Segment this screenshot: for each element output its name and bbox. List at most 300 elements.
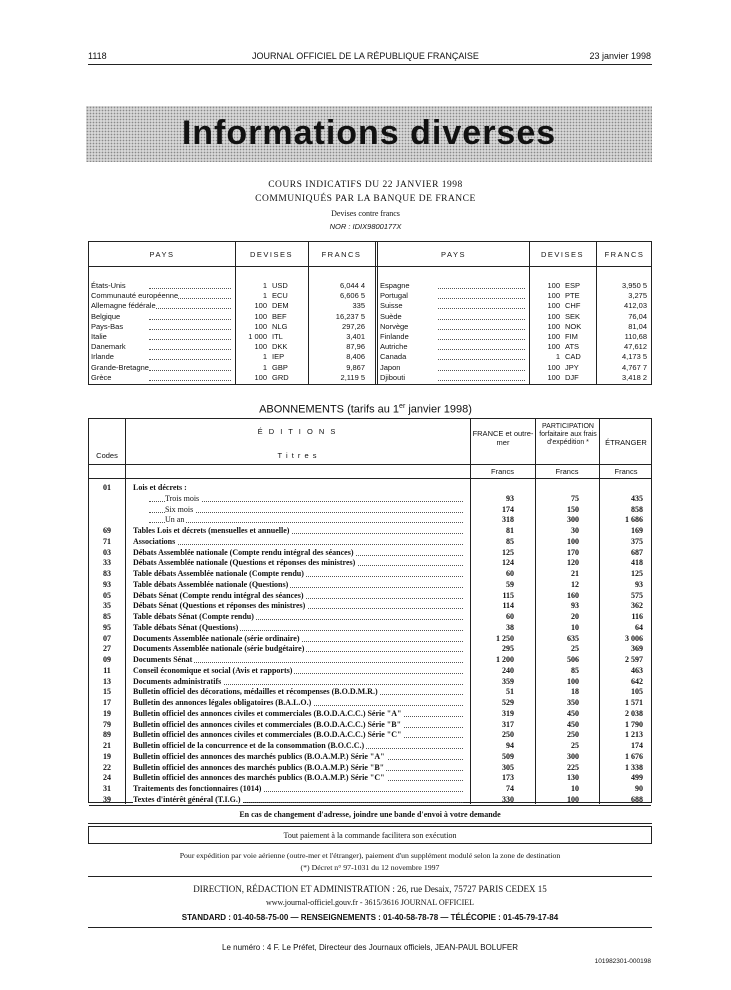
subscription-title: Bulletin officiel des annonces des marchés publics (B.O.A.M.P.) Série "A" bbox=[133, 751, 385, 761]
subscription-row bbox=[89, 677, 651, 687]
header-codes: Codes bbox=[96, 451, 118, 460]
fx-unit: 1 bbox=[532, 352, 560, 362]
price-participation: 450 bbox=[567, 719, 579, 729]
subscription-title: Débats Assemblée nationale (Questions et réponses des ministres) bbox=[133, 558, 356, 568]
subscription-code: 17 bbox=[103, 698, 111, 707]
fx-currency-code: PTE bbox=[565, 291, 580, 301]
fx-country: États-Unis bbox=[91, 281, 126, 290]
price-etranger: 375 bbox=[631, 536, 643, 546]
price-france: 81 bbox=[506, 526, 514, 535]
fx-unit: 100 bbox=[532, 281, 560, 291]
price-france: 85 bbox=[506, 536, 514, 546]
price-etranger: 1 338 bbox=[625, 762, 643, 772]
fx-header-francs-right: FRANCS bbox=[604, 250, 645, 259]
fx-francs: 110,68 bbox=[599, 332, 647, 342]
price-etranger: 3 006 bbox=[625, 633, 643, 643]
price-etranger: 169 bbox=[631, 526, 643, 535]
fx-leader bbox=[438, 292, 525, 299]
subscription-code: 89 bbox=[103, 730, 111, 740]
price-france: 93 bbox=[506, 493, 514, 503]
price-etranger: 362 bbox=[631, 601, 643, 611]
fx-unit: 100 bbox=[532, 322, 560, 332]
fx-francs: 4,173 5 bbox=[599, 352, 647, 362]
fx-row bbox=[89, 322, 651, 332]
subscription-title: Un an bbox=[165, 515, 185, 525]
fx-country: Grèce bbox=[91, 372, 112, 382]
price-etranger: 105 bbox=[631, 687, 643, 697]
fx-header-francs-left: FRANCS bbox=[321, 250, 362, 259]
fx-leader bbox=[438, 374, 525, 381]
price-participation: 10 bbox=[571, 784, 579, 793]
fx-row bbox=[89, 342, 651, 352]
subscription-title: Tables Lois et décrets (mensuelles et annuelle) bbox=[133, 526, 290, 535]
price-france: 125 bbox=[502, 547, 514, 557]
price-participation: 12 bbox=[571, 579, 579, 589]
price-etranger: 93 bbox=[635, 579, 643, 589]
subscription-row bbox=[89, 634, 651, 644]
fx-currency-code: JPY bbox=[565, 362, 579, 372]
unit-participation: Francs bbox=[555, 467, 579, 476]
subscription-title: Bulletin officiel des annonces civiles et commerciales (B.O.D.A.C.C.) Série "B" bbox=[133, 719, 402, 729]
fx-row bbox=[89, 352, 651, 362]
price-participation: 25 bbox=[571, 644, 579, 654]
fx-francs: 3,950 5 bbox=[599, 281, 647, 291]
subscription-code: 83 bbox=[103, 569, 111, 578]
price-etranger: 499 bbox=[631, 773, 643, 783]
price-participation: 85 bbox=[571, 665, 579, 675]
fx-currency-code: DKK bbox=[272, 342, 288, 352]
fx-unit: 100 bbox=[532, 363, 560, 373]
fx-francs: 16,237 5 bbox=[311, 312, 365, 322]
fx-country: Belgique bbox=[91, 311, 121, 321]
fx-country: Portugal bbox=[380, 291, 408, 301]
fx-currency-code: IEP bbox=[272, 352, 285, 362]
fx-unit: 100 bbox=[239, 373, 267, 383]
subscription-code: 21 bbox=[103, 741, 111, 750]
subscription-code: 31 bbox=[103, 784, 111, 793]
price-etranger: 463 bbox=[631, 665, 643, 675]
fx-francs: 3,401 bbox=[311, 332, 365, 342]
price-france: 240 bbox=[502, 665, 514, 675]
fx-currency-code: ATS bbox=[565, 342, 580, 352]
subscription-code: 15 bbox=[103, 687, 111, 697]
header-etranger: ÉTRANGER bbox=[605, 438, 647, 447]
subscription-title: Trois mois bbox=[165, 493, 200, 503]
fx-country: Canada bbox=[380, 352, 407, 362]
subscription-code: 24 bbox=[103, 773, 111, 783]
subscription-code: 22 bbox=[103, 762, 111, 772]
subscription-row bbox=[89, 569, 651, 579]
price-france: 51 bbox=[506, 687, 514, 697]
subscription-row bbox=[89, 483, 651, 493]
price-etranger: 642 bbox=[631, 676, 643, 686]
price-participation: 150 bbox=[567, 504, 579, 514]
fx-row bbox=[89, 373, 651, 383]
subscription-title: Documents Sénat bbox=[133, 655, 193, 664]
price-france: 1 250 bbox=[496, 633, 514, 643]
header-france: FRANCE et outre-mer bbox=[472, 429, 534, 447]
header-rule bbox=[88, 64, 652, 65]
fx-leader bbox=[438, 302, 525, 309]
subscription-row bbox=[89, 494, 651, 504]
fx-country: Suisse bbox=[380, 301, 403, 311]
fx-unit: 100 bbox=[239, 322, 267, 332]
fx-unit: 1 bbox=[239, 352, 267, 362]
subscription-row bbox=[89, 795, 651, 805]
price-participation: 75 bbox=[571, 493, 579, 503]
subscription-title: Documents administratifs bbox=[133, 676, 222, 686]
fx-currency-code: NLG bbox=[272, 321, 288, 331]
fx-leader bbox=[438, 353, 525, 360]
fx-francs: 6,044 4 bbox=[311, 281, 365, 291]
fx-francs: 76,04 bbox=[599, 312, 647, 322]
fx-francs: 412,03 bbox=[599, 301, 647, 311]
nor-reference: NOR : IDIX9800177X bbox=[329, 222, 402, 231]
subscription-row bbox=[89, 537, 651, 547]
subscription-row bbox=[89, 666, 651, 676]
subscription-code: 33 bbox=[103, 558, 111, 568]
subscription-row bbox=[89, 741, 651, 751]
subscription-title: Bulletin officiel des annonces des marchés publics (B.O.A.M.P.) Série "B" bbox=[133, 762, 385, 772]
price-participation: 30 bbox=[571, 526, 579, 535]
fx-francs: 81,04 bbox=[599, 322, 647, 332]
subscription-code: 19 bbox=[103, 751, 111, 761]
price-participation: 300 bbox=[567, 515, 579, 525]
subscription-title: Débats Assemblée nationale (Compte rendu intégral des séances) bbox=[133, 547, 354, 557]
subscription-table bbox=[88, 418, 652, 803]
price-france: 94 bbox=[506, 741, 514, 750]
price-participation: 350 bbox=[567, 698, 579, 707]
price-france: 305 bbox=[502, 762, 514, 772]
fx-unit: 1 bbox=[239, 291, 267, 301]
header-titres: T i t r e s bbox=[277, 451, 318, 460]
price-france: 173 bbox=[502, 773, 514, 783]
row-leader bbox=[149, 506, 463, 513]
subscription-row bbox=[89, 784, 651, 794]
subscription-title: Table débats Sénat (Compte rendu) bbox=[133, 612, 254, 621]
fx-currency-code: DJF bbox=[565, 372, 579, 382]
fx-leader bbox=[438, 364, 525, 371]
fx-unit: 1 bbox=[239, 281, 267, 291]
header-editions: É D I T I O N S bbox=[257, 427, 338, 436]
fx-row bbox=[89, 301, 651, 311]
page-number: 1118 bbox=[88, 51, 107, 61]
subscription-title: Lois et décrets : bbox=[133, 483, 187, 492]
subscription-code: 07 bbox=[103, 633, 111, 643]
fx-francs: 47,612 bbox=[599, 342, 647, 352]
price-participation: 225 bbox=[567, 762, 579, 772]
price-etranger: 64 bbox=[635, 622, 643, 632]
price-etranger: 1 790 bbox=[625, 719, 643, 729]
price-etranger: 1 213 bbox=[625, 730, 643, 740]
fx-country: Grande-Bretagne bbox=[91, 362, 149, 372]
fx-country: Espagne bbox=[380, 281, 410, 290]
subscription-code: 95 bbox=[103, 622, 111, 632]
fx-currency-code: ESP bbox=[565, 281, 581, 290]
price-participation: 20 bbox=[571, 612, 579, 621]
direction-address: DIRECTION, RÉDACTION ET ADMINISTRATION : 26, rue Desaix, 75727 PARIS CEDEX 15 bbox=[193, 884, 547, 894]
subscription-code: 71 bbox=[103, 536, 111, 546]
price-participation: 170 bbox=[567, 547, 579, 557]
price-france: 319 bbox=[502, 708, 514, 718]
subscription-code: 19 bbox=[103, 708, 111, 718]
subscription-title: Documents Assemblée nationale (série budgétaire) bbox=[133, 644, 305, 654]
price-france: 60 bbox=[506, 569, 514, 578]
fx-unit: 1 000 bbox=[239, 332, 267, 342]
subscription-row bbox=[89, 558, 651, 568]
fx-header-devises-left: DEVISES bbox=[249, 250, 293, 259]
change-address-note: En cas de changement d'adresse, joindre une bande d'envoi à votre demande bbox=[239, 810, 501, 819]
subscription-row bbox=[89, 698, 651, 708]
price-france: 509 bbox=[502, 751, 514, 761]
fx-unit: 100 bbox=[532, 301, 560, 311]
fx-unit: 100 bbox=[532, 312, 560, 322]
subscription-title: Table débats Sénat (Questions) bbox=[133, 622, 239, 632]
subscription-title: Table débats Assemblée nationale (Questions) bbox=[133, 579, 289, 589]
price-etranger: 1 686 bbox=[625, 515, 643, 525]
abonnements-title: ABONNEMENTS (tarifs au 1er janvier 1998) bbox=[259, 403, 472, 416]
price-participation: 506 bbox=[567, 655, 579, 664]
fx-unit: 100 bbox=[239, 312, 267, 322]
subscription-code: 39 bbox=[103, 794, 111, 804]
subscription-row bbox=[89, 623, 651, 633]
subscription-code: 69 bbox=[103, 526, 111, 535]
price-etranger: 688 bbox=[631, 794, 643, 804]
price-etranger: 1 571 bbox=[625, 698, 643, 707]
price-france: 250 bbox=[502, 730, 514, 740]
fx-francs: 3,275 bbox=[599, 291, 647, 301]
price-participation: 18 bbox=[571, 687, 579, 697]
fx-header-pays-left: PAYS bbox=[149, 250, 175, 259]
fx-currency-code: ECU bbox=[272, 291, 288, 301]
subscription-row bbox=[89, 505, 651, 515]
fx-leader bbox=[438, 323, 525, 330]
fx-country: Communauté européenne bbox=[91, 291, 179, 301]
subscription-row bbox=[89, 515, 651, 525]
subscription-code: 79 bbox=[103, 719, 111, 729]
fx-country: Djibouti bbox=[380, 372, 406, 382]
price-france: 359 bbox=[502, 676, 514, 686]
subscription-row bbox=[89, 687, 651, 697]
subscription-row bbox=[89, 773, 651, 783]
subscription-row bbox=[89, 612, 651, 622]
fx-country: Suède bbox=[380, 311, 402, 321]
fx-header-pays-right: PAYS bbox=[441, 250, 466, 259]
subscription-title: Conseil économique et social (Avis et rapports) bbox=[133, 665, 293, 675]
price-france: 59 bbox=[506, 579, 514, 589]
fx-country: Italie bbox=[91, 332, 107, 341]
subscription-title: Débats Sénat (Questions et réponses des ministres) bbox=[133, 601, 306, 611]
subscription-title: Traitements des fonctionnaires (1014) bbox=[133, 784, 262, 793]
fx-francs: 87,96 bbox=[311, 342, 365, 352]
price-france: 1 200 bbox=[496, 655, 514, 664]
price-participation: 635 bbox=[567, 633, 579, 643]
price-participation: 21 bbox=[571, 569, 579, 578]
fx-currency-code: USD bbox=[272, 281, 288, 290]
subscription-code: 03 bbox=[103, 547, 111, 557]
subscription-title: Table débats Assemblée nationale (Compte rendu) bbox=[133, 569, 304, 578]
subscription-code: 85 bbox=[103, 612, 111, 621]
fx-unit: 1 bbox=[239, 363, 267, 373]
fx-currency-code: SEK bbox=[565, 311, 581, 321]
price-france: 529 bbox=[502, 698, 514, 707]
subscription-row bbox=[89, 601, 651, 611]
fx-row bbox=[89, 363, 651, 373]
subscription-row bbox=[89, 580, 651, 590]
cours-line1: COURS INDICATIFS DU 22 JANVIER 1998 bbox=[268, 180, 463, 190]
fx-francs: 297,26 bbox=[311, 322, 365, 332]
price-france: 318 bbox=[502, 515, 514, 525]
footer-reference: 101982301-000198 bbox=[594, 958, 651, 965]
fx-currency-code: FIM bbox=[565, 332, 578, 341]
fx-country: Norvège bbox=[380, 321, 409, 331]
phone-numbers: STANDARD : 01-40-58-75-00 — RENSEIGNEMENTS : 01-40-58-78-78 — TÉLÉCOPIE : 01-45-79-17-84 bbox=[181, 913, 559, 922]
fx-currency-code: ITL bbox=[272, 332, 283, 341]
price-participation: 100 bbox=[567, 536, 579, 546]
unit-etranger: Francs bbox=[614, 467, 638, 476]
row-leader bbox=[149, 656, 463, 663]
subscription-row bbox=[89, 655, 651, 665]
subscription-title: Documents Assemblée nationale (série ordinaire) bbox=[133, 633, 300, 643]
price-france: 114 bbox=[502, 601, 514, 611]
price-etranger: 116 bbox=[631, 612, 643, 621]
price-participation: 100 bbox=[567, 794, 579, 804]
price-etranger: 687 bbox=[631, 547, 643, 557]
subscription-code: 05 bbox=[103, 590, 111, 600]
price-etranger: 174 bbox=[631, 741, 643, 750]
price-participation: 10 bbox=[571, 622, 579, 632]
fx-currency-code: CAD bbox=[565, 352, 581, 362]
subscription-code: 01 bbox=[103, 483, 111, 492]
subscription-row bbox=[89, 591, 651, 601]
price-france: 317 bbox=[502, 719, 514, 729]
fx-leader bbox=[438, 333, 525, 340]
fx-row bbox=[89, 332, 651, 342]
subscription-row bbox=[89, 763, 651, 773]
fx-currency-code: NOK bbox=[565, 321, 582, 331]
price-france: 174 bbox=[502, 504, 514, 514]
fx-francs: 4,767 7 bbox=[599, 363, 647, 373]
fx-unit: 100 bbox=[239, 301, 267, 311]
price-etranger: 125 bbox=[631, 569, 643, 578]
journal-title: JOURNAL OFFICIEL DE LA RÉPUBLIQUE FRANÇAISE bbox=[252, 51, 479, 61]
fx-header-devises-right: DEVISES bbox=[540, 250, 584, 259]
price-participation: 160 bbox=[567, 590, 579, 600]
fx-country: Allemagne fédérale bbox=[91, 301, 156, 311]
fx-currency-code: GBP bbox=[272, 362, 288, 372]
cours-line2: COMMUNIQUÉS PAR LA BANQUE DE FRANCE bbox=[255, 194, 476, 204]
subscription-code: 11 bbox=[103, 665, 111, 675]
fx-currency-code: GRD bbox=[272, 372, 289, 382]
issue-date: 23 janvier 1998 bbox=[589, 51, 651, 61]
fx-leader bbox=[438, 343, 525, 350]
price-participation: 93 bbox=[571, 601, 579, 611]
subscription-row bbox=[89, 730, 651, 740]
price-participation: 250 bbox=[567, 730, 579, 740]
subscription-row bbox=[89, 752, 651, 762]
price-etranger: 575 bbox=[631, 590, 643, 600]
subscription-title: Bulletin officiel des annonces civiles et commerciales (B.O.D.A.C.C.) Série "C" bbox=[133, 730, 402, 740]
price-participation: 300 bbox=[567, 751, 579, 761]
subscription-title: Bulletin officiel des décorations, médailles et récompenses (B.O.D.M.R.) bbox=[133, 687, 378, 697]
fx-currency-code: DEM bbox=[272, 301, 289, 311]
price-etranger: 435 bbox=[631, 493, 643, 503]
fx-country: Danemark bbox=[91, 342, 126, 352]
subscription-row bbox=[89, 526, 651, 536]
fx-leader bbox=[438, 282, 525, 289]
fx-unit: 100 bbox=[532, 373, 560, 383]
row-leader bbox=[149, 516, 463, 523]
fx-country: Finlande bbox=[380, 332, 409, 341]
subscription-title: Bulletin des annonces légales obligatoires (B.A.L.O.) bbox=[133, 698, 312, 707]
price-etranger: 2 038 bbox=[625, 708, 643, 718]
fx-unit: 100 bbox=[532, 291, 560, 301]
price-france: 115 bbox=[502, 590, 514, 600]
fx-unit: 100 bbox=[239, 342, 267, 352]
fx-currency-code: CHF bbox=[565, 301, 581, 311]
price-etranger: 418 bbox=[631, 558, 643, 568]
subscription-row bbox=[89, 548, 651, 558]
fx-unit: 100 bbox=[532, 342, 560, 352]
header-participation: PARTICIPATION forfaitaire aux frais d'expédition * bbox=[539, 423, 597, 446]
price-france: 124 bbox=[502, 558, 514, 568]
fx-country: Irlande bbox=[91, 352, 114, 362]
price-participation: 120 bbox=[567, 558, 579, 568]
fx-country: Autriche bbox=[380, 342, 408, 352]
price-participation: 450 bbox=[567, 708, 579, 718]
price-participation: 25 bbox=[571, 741, 579, 750]
subscription-code: 35 bbox=[103, 601, 111, 611]
price-france: 74 bbox=[506, 784, 514, 793]
fx-francs: 335 bbox=[311, 301, 365, 311]
subscription-row bbox=[89, 720, 651, 730]
subscription-title: Bulletin officiel des annonces civiles et commerciales (B.O.D.A.C.C.) Série "A" bbox=[133, 708, 402, 718]
price-etranger: 369 bbox=[631, 644, 643, 654]
fx-unit: 100 bbox=[532, 332, 560, 342]
fx-francs: 6,606 5 bbox=[311, 291, 365, 301]
payment-note: Tout paiement à la commande facilitera son exécution bbox=[88, 826, 652, 844]
price-etranger: 1 676 bbox=[625, 751, 643, 761]
fx-francs: 9,867 bbox=[311, 363, 365, 373]
unit-france: Francs bbox=[491, 467, 514, 476]
subscription-code: 09 bbox=[103, 655, 111, 664]
subscription-title: Débats Sénat (Compte rendu intégral des séances) bbox=[133, 590, 304, 600]
fx-francs: 2,119 5 bbox=[311, 373, 365, 383]
section-banner bbox=[86, 106, 652, 162]
subscription-row bbox=[89, 644, 651, 654]
row-leader bbox=[149, 538, 463, 545]
website-minitel: www.journal-officiel.gouv.fr - 3615/3616 JOURNAL OFFICIEL bbox=[265, 898, 475, 907]
price-france: 295 bbox=[502, 644, 514, 654]
subscription-title: Bulletin officiel des annonces des marchés publics (B.O.A.M.P.) Série "C" bbox=[133, 773, 385, 783]
price-france: 60 bbox=[506, 612, 514, 621]
price-etranger: 2 597 bbox=[625, 655, 643, 664]
price-france: 38 bbox=[506, 622, 514, 632]
fx-currency-code: BEF bbox=[272, 311, 287, 321]
subscription-code: 13 bbox=[103, 676, 111, 686]
decret-note: (*) Décret n° 97-1031 du 12 novembre 1997 bbox=[300, 863, 440, 872]
subscription-code: 93 bbox=[103, 579, 111, 589]
subscription-code: 27 bbox=[103, 644, 111, 654]
footer-line: Le numéro : 4 F. Le Préfet, Directeur des Journaux officiels, JEAN-PAUL BOLUFER bbox=[222, 943, 518, 952]
subscription-title: Six mois bbox=[165, 504, 194, 514]
fx-row bbox=[89, 281, 651, 291]
fx-country: Pays-Bas bbox=[91, 321, 124, 331]
price-france: 330 bbox=[502, 794, 514, 804]
price-participation: 100 bbox=[567, 676, 579, 686]
cours-line3: Devises contre francs bbox=[331, 209, 400, 218]
price-participation: 130 bbox=[567, 773, 579, 783]
